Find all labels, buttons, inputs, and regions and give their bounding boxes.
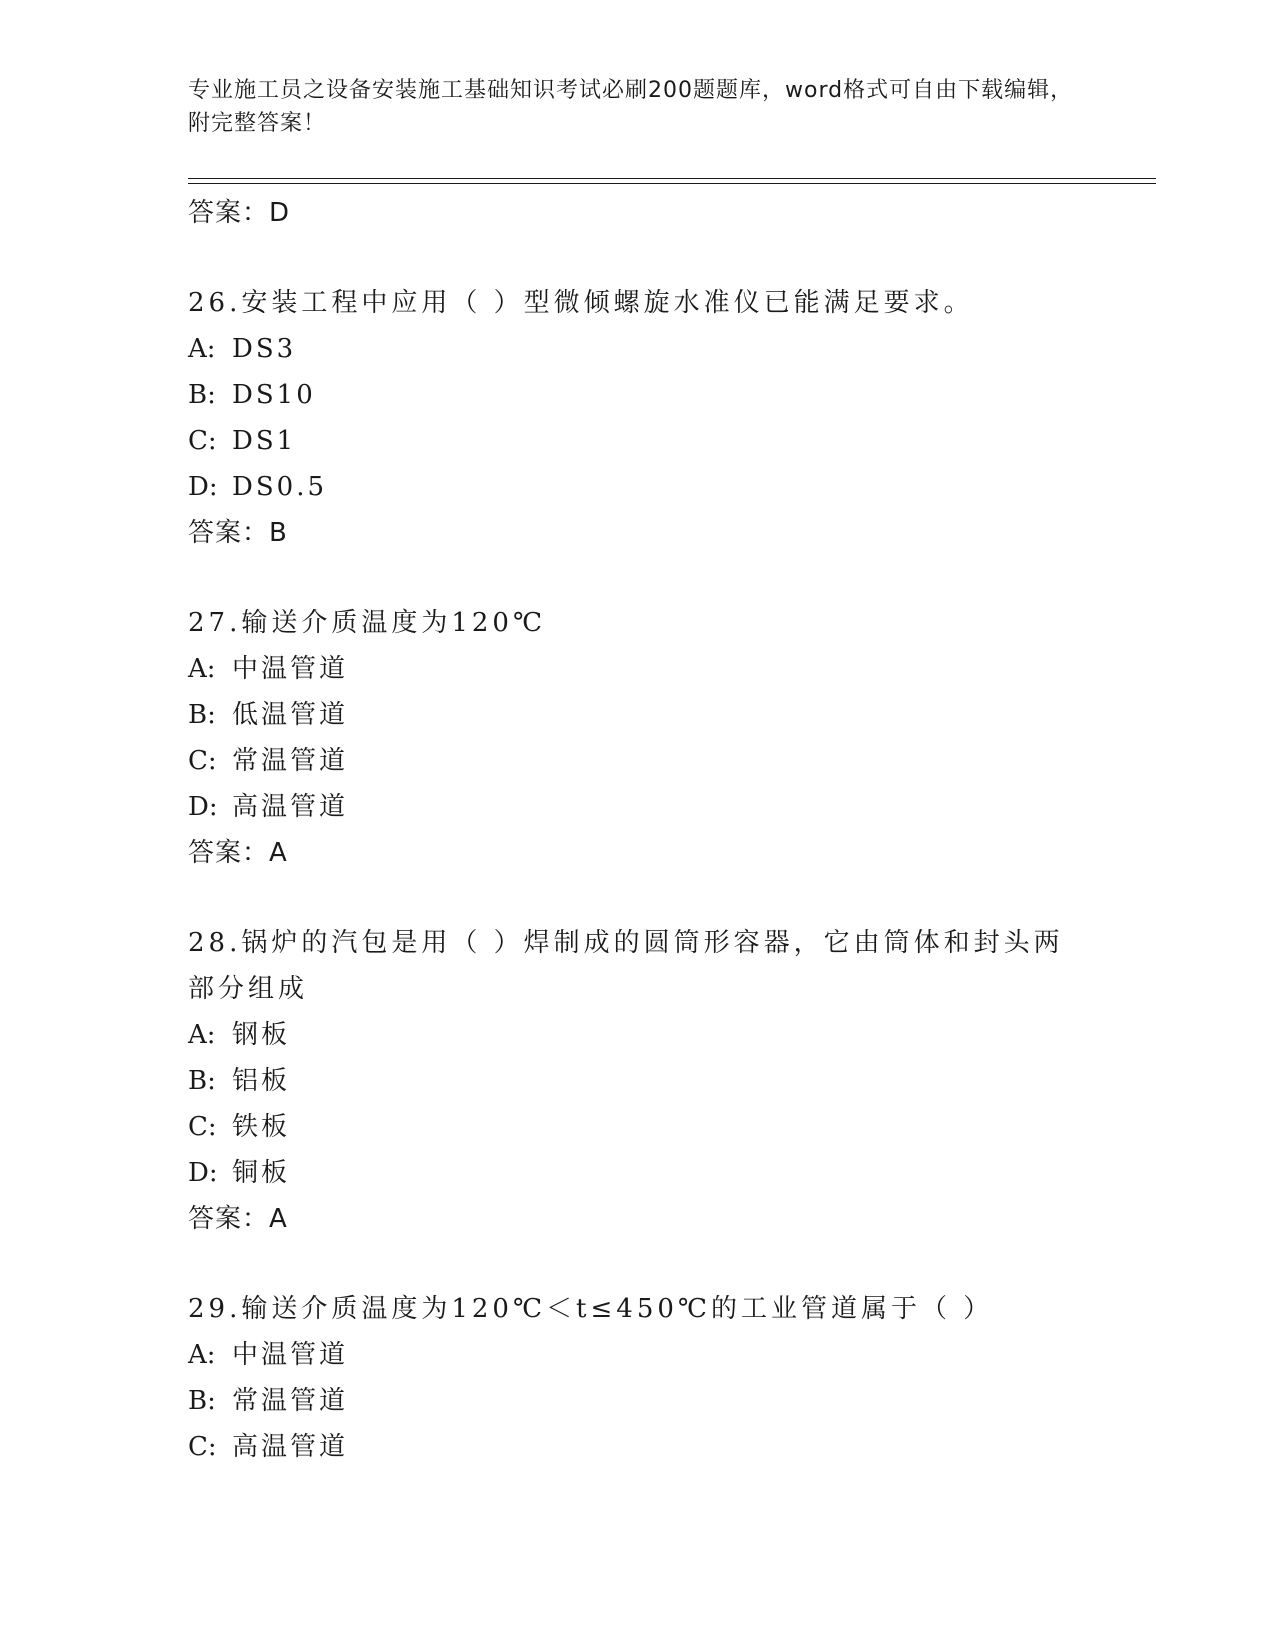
option-text: DS1 [232,426,297,456]
option-text: 铁板 [232,1112,291,1142]
option-text: 铝板 [232,1066,291,1096]
answer-line: 答案：B [188,518,288,548]
option-d [188,1150,1088,1196]
question-list [188,190,1088,1470]
header-divider-top [188,178,1156,179]
question-block [188,280,1088,556]
option-label: B: [188,1066,216,1096]
option-text: 中温管道 [232,654,349,684]
option-label: C: [188,1112,217,1142]
spacer [188,1242,1088,1286]
option-text: 钢板 [232,1020,291,1050]
option-b [188,692,1088,738]
option-label: C: [188,426,217,456]
option-c [188,1424,1088,1470]
spacer [188,876,1088,920]
option-label: C: [188,1432,217,1462]
option-label: A: [188,334,216,364]
option-label: A: [188,1340,216,1370]
option-c [188,1104,1088,1150]
question-block [188,600,1088,876]
option-d [188,464,1088,510]
option-a [188,1012,1088,1058]
option-a [188,326,1088,372]
option-b [188,1378,1088,1424]
option-b [188,1058,1088,1104]
option-label: B: [188,700,216,730]
spacer [188,236,1088,280]
option-text: 中温管道 [232,1340,349,1370]
option-text: DS10 [232,380,316,410]
option-c [188,418,1088,464]
option-label: C: [188,746,217,776]
option-label: A: [188,654,216,684]
header-divider-bottom [188,183,1156,184]
question-text: 29.输送介质温度为120℃＜t≤450℃的工业管道属于（ ） [188,1294,994,1324]
option-a [188,1332,1088,1378]
question-block [188,1286,1088,1470]
question-text: 26.安装工程中应用（ ）型微倾螺旋水准仪已能满足要求。 [188,288,974,318]
answer-line: 答案：A [188,1204,288,1234]
option-label: D: [188,1158,218,1188]
answer-line: 答案：A [188,838,288,868]
option-label: D: [188,792,218,822]
option-text: 铜板 [232,1158,291,1188]
option-text: 常温管道 [232,1386,349,1416]
option-text: 高温管道 [232,792,349,822]
option-text: 常温管道 [232,746,349,776]
option-text: DS3 [232,334,297,364]
option-label: D: [188,472,218,502]
option-label: B: [188,1386,216,1416]
previous-answer: 答案：D [188,198,291,228]
option-label: A: [188,1020,216,1050]
question-text: 28.锅炉的汽包是用（ ）焊制成的圆筒形容器，它由筒体和封头两部分组成 [188,928,1064,1004]
question-block [188,920,1088,1242]
option-d [188,784,1088,830]
question-text: 27.输送介质温度为120℃ [188,608,547,638]
option-text: 高温管道 [232,1432,349,1462]
option-text: DS0.5 [232,472,328,502]
option-c [188,738,1088,784]
option-b [188,372,1088,418]
option-label: B: [188,380,216,410]
spacer [188,556,1088,600]
option-text: 低温管道 [232,700,349,730]
document-header: 专业施工员之设备安装施工基础知识考试必刷200题题库，word格式可自由下载编辑，附完整答案！ [188,78,1074,136]
option-a [188,646,1088,692]
